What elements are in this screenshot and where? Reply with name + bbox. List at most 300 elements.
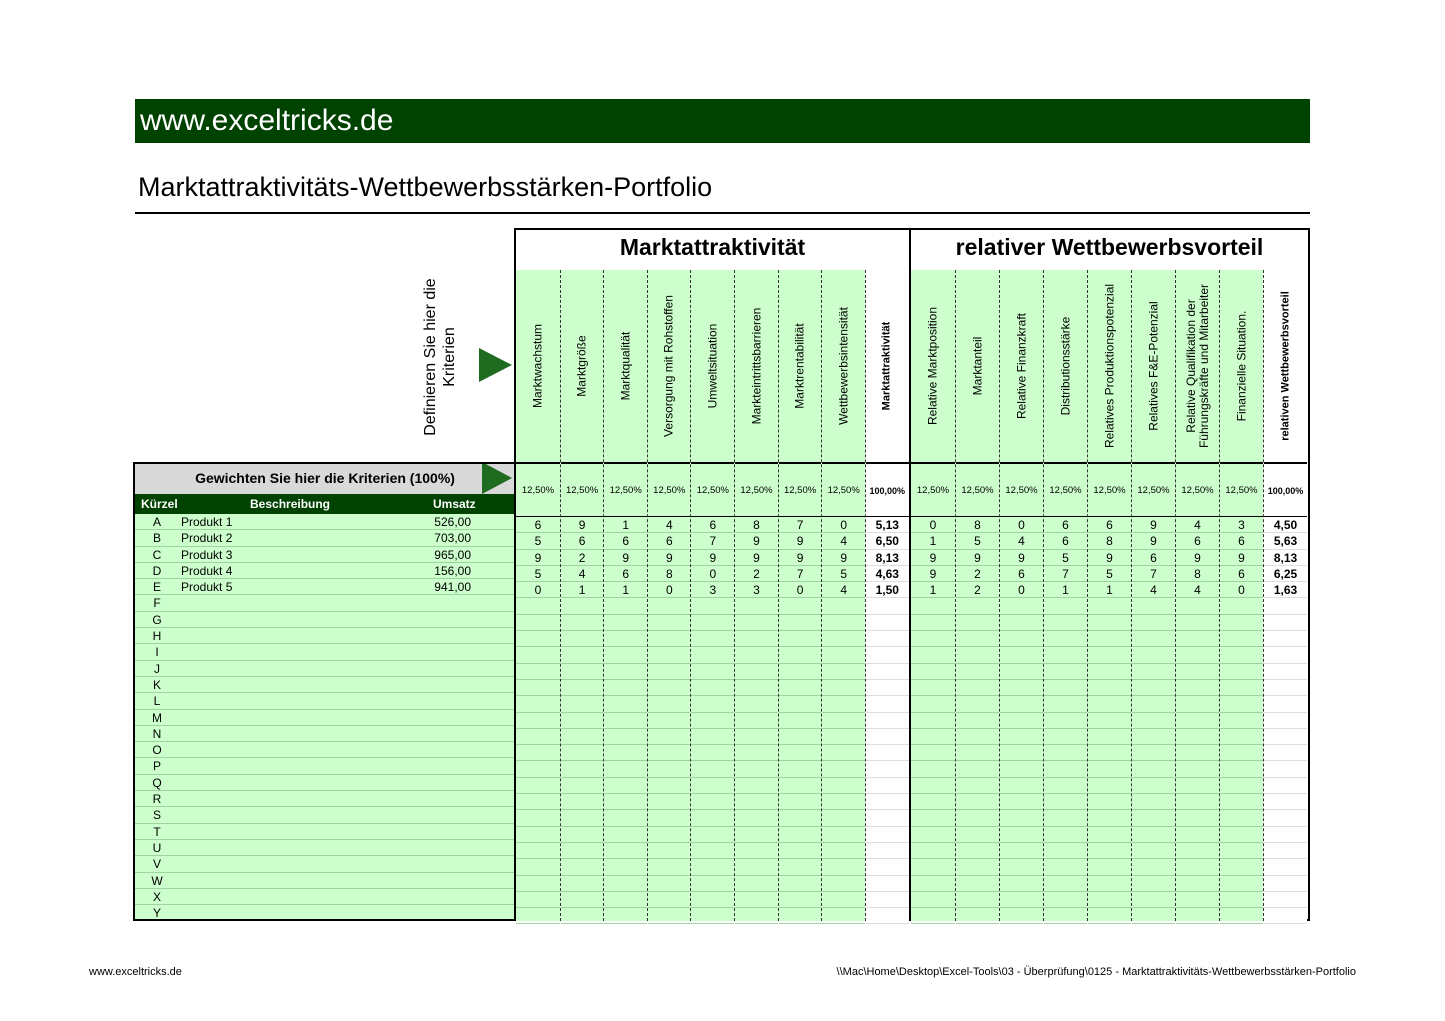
- product-code[interactable]: U: [152, 840, 162, 855]
- product-code[interactable]: J: [154, 661, 160, 676]
- score-cell[interactable]: [1264, 598, 1307, 614]
- score-cell[interactable]: [1044, 631, 1087, 647]
- criteria-weight[interactable]: 12,50%: [561, 462, 604, 516]
- score-cell[interactable]: [956, 598, 999, 614]
- score-cell[interactable]: 4: [1000, 533, 1043, 549]
- score-cell[interactable]: [1176, 892, 1219, 908]
- score-cell[interactable]: [1044, 794, 1087, 810]
- score-cell[interactable]: [779, 859, 822, 875]
- score-cell[interactable]: [822, 876, 865, 892]
- score-cell[interactable]: [866, 664, 909, 680]
- score-cell[interactable]: [648, 729, 691, 745]
- score-cell[interactable]: [866, 892, 909, 908]
- criteria-label[interactable]: Relative Marktposition: [925, 306, 940, 426]
- product-revenue[interactable]: 703,00: [434, 531, 471, 546]
- product-revenue[interactable]: 526,00: [434, 515, 471, 529]
- score-cell[interactable]: 1: [1044, 582, 1087, 598]
- score-cell[interactable]: [956, 778, 999, 794]
- score-cell[interactable]: [1176, 729, 1219, 745]
- score-cell[interactable]: [516, 843, 560, 859]
- score-cell[interactable]: 6: [604, 566, 647, 582]
- criteria-weight[interactable]: 12,50%: [691, 462, 734, 516]
- score-cell[interactable]: [1088, 680, 1131, 696]
- score-cell[interactable]: 4: [1132, 582, 1175, 598]
- criteria-label[interactable]: Versorgung mit Rohstoffen: [661, 295, 676, 437]
- criteria-weight[interactable]: 100,00%: [866, 462, 909, 516]
- product-code[interactable]: D: [152, 563, 162, 578]
- score-cell[interactable]: [691, 761, 734, 777]
- score-cell[interactable]: [1220, 598, 1263, 614]
- score-cell[interactable]: [1044, 810, 1087, 826]
- criteria-label[interactable]: Marktanteil: [970, 336, 984, 396]
- score-cell[interactable]: 5: [1044, 550, 1087, 566]
- score-cell[interactable]: [1000, 664, 1043, 680]
- score-cell[interactable]: [956, 761, 999, 777]
- score-cell[interactable]: [1132, 876, 1175, 892]
- score-cell[interactable]: [516, 713, 560, 729]
- score-cell[interactable]: [1220, 696, 1263, 712]
- score-cell[interactable]: [1176, 761, 1219, 777]
- criteria-label[interactable]: Finanzielle Situation.: [1234, 310, 1248, 422]
- product-row[interactable]: [135, 579, 515, 595]
- score-cell[interactable]: 9: [735, 533, 778, 549]
- score-cell[interactable]: [911, 615, 955, 631]
- score-cell[interactable]: [561, 598, 604, 614]
- score-cell[interactable]: 4,63: [866, 566, 909, 582]
- score-cell[interactable]: [648, 664, 691, 680]
- score-cell[interactable]: [822, 778, 865, 794]
- score-cell[interactable]: [1176, 876, 1219, 892]
- score-cell[interactable]: [911, 761, 955, 777]
- criteria-weight[interactable]: 12,50%: [1000, 462, 1043, 516]
- score-cell[interactable]: [1220, 631, 1263, 647]
- product-code[interactable]: P: [152, 759, 161, 774]
- score-cell[interactable]: [648, 696, 691, 712]
- score-cell[interactable]: [911, 631, 955, 647]
- score-cell[interactable]: [516, 827, 560, 843]
- score-cell[interactable]: [561, 729, 604, 745]
- score-cell[interactable]: 6: [604, 533, 647, 549]
- score-cell[interactable]: [735, 664, 778, 680]
- score-cell[interactable]: [1220, 745, 1263, 761]
- score-cell[interactable]: [1088, 729, 1131, 745]
- score-cell[interactable]: 0: [911, 517, 955, 533]
- score-cell[interactable]: [561, 778, 604, 794]
- score-cell[interactable]: [648, 745, 691, 761]
- score-cell[interactable]: [866, 729, 909, 745]
- score-cell[interactable]: [561, 794, 604, 810]
- score-cell[interactable]: 9: [956, 550, 999, 566]
- score-cell[interactable]: [1264, 615, 1307, 631]
- score-cell[interactable]: 6: [516, 517, 560, 533]
- score-cell[interactable]: [1000, 810, 1043, 826]
- score-cell[interactable]: [779, 876, 822, 892]
- score-cell[interactable]: 9: [1088, 550, 1131, 566]
- product-row[interactable]: [135, 628, 515, 644]
- score-cell[interactable]: 9: [691, 550, 734, 566]
- score-cell[interactable]: [1132, 892, 1175, 908]
- score-cell[interactable]: [779, 827, 822, 843]
- score-cell[interactable]: [735, 745, 778, 761]
- score-cell[interactable]: [604, 615, 647, 631]
- score-cell[interactable]: [866, 696, 909, 712]
- score-cell[interactable]: [604, 631, 647, 647]
- score-cell[interactable]: [1176, 827, 1219, 843]
- score-cell[interactable]: [648, 680, 691, 696]
- score-cell[interactable]: [516, 615, 560, 631]
- score-cell[interactable]: 7: [1044, 566, 1087, 582]
- score-cell[interactable]: [779, 729, 822, 745]
- score-cell[interactable]: 6: [1220, 533, 1263, 549]
- product-code[interactable]: R: [152, 792, 162, 807]
- score-cell[interactable]: [911, 843, 955, 859]
- product-code[interactable]: N: [152, 726, 162, 741]
- score-cell[interactable]: [648, 876, 691, 892]
- score-cell[interactable]: [1176, 745, 1219, 761]
- score-cell[interactable]: [1264, 647, 1307, 663]
- score-cell[interactable]: [866, 713, 909, 729]
- score-cell[interactable]: [866, 843, 909, 859]
- score-cell[interactable]: [1088, 810, 1131, 826]
- score-cell[interactable]: [822, 794, 865, 810]
- score-cell[interactable]: [1132, 827, 1175, 843]
- score-cell[interactable]: [735, 859, 778, 875]
- score-cell[interactable]: [1264, 859, 1307, 875]
- product-row[interactable]: [135, 791, 515, 807]
- score-cell[interactable]: 3: [1220, 517, 1263, 533]
- score-cell[interactable]: 1: [1088, 582, 1131, 598]
- score-cell[interactable]: [648, 843, 691, 859]
- score-cell[interactable]: [779, 713, 822, 729]
- score-cell[interactable]: [779, 745, 822, 761]
- score-cell[interactable]: [822, 761, 865, 777]
- score-cell[interactable]: [1220, 892, 1263, 908]
- score-cell[interactable]: 4: [561, 566, 604, 582]
- score-cell[interactable]: 8,13: [1264, 550, 1307, 566]
- score-cell[interactable]: [822, 631, 865, 647]
- score-cell[interactable]: 9: [516, 550, 560, 566]
- score-cell[interactable]: [956, 892, 999, 908]
- score-cell[interactable]: 5: [1088, 566, 1131, 582]
- score-cell[interactable]: 9: [779, 533, 822, 549]
- score-cell[interactable]: [911, 794, 955, 810]
- product-row[interactable]: [135, 758, 515, 774]
- score-cell[interactable]: [956, 729, 999, 745]
- score-cell[interactable]: [866, 598, 909, 614]
- criteria-label[interactable]: Marktattraktivität: [880, 321, 893, 411]
- criteria-weight[interactable]: 100,00%: [1264, 462, 1307, 516]
- product-revenue[interactable]: 156,00: [434, 563, 471, 578]
- score-cell[interactable]: [1132, 761, 1175, 777]
- score-cell[interactable]: [1088, 794, 1131, 810]
- product-row[interactable]: [135, 856, 515, 872]
- score-cell[interactable]: [1044, 745, 1087, 761]
- score-cell[interactable]: [1044, 680, 1087, 696]
- score-cell[interactable]: [648, 794, 691, 810]
- score-cell[interactable]: 2: [561, 550, 604, 566]
- product-row[interactable]: [135, 710, 515, 726]
- product-row[interactable]: [135, 644, 515, 660]
- criteria-label[interactable]: Relative Qualifikation der Führungskräfte und Mitarbeiter: [1183, 283, 1211, 449]
- score-cell[interactable]: [1000, 876, 1043, 892]
- score-cell[interactable]: [911, 713, 955, 729]
- product-row[interactable]: [135, 514, 515, 530]
- score-cell[interactable]: [822, 810, 865, 826]
- score-cell[interactable]: [648, 631, 691, 647]
- score-cell[interactable]: 6: [561, 533, 604, 549]
- score-cell[interactable]: 4: [1176, 582, 1219, 598]
- product-code[interactable]: O: [152, 743, 162, 758]
- score-cell[interactable]: [1000, 647, 1043, 663]
- score-cell[interactable]: [1000, 729, 1043, 745]
- score-cell[interactable]: [1176, 696, 1219, 712]
- score-cell[interactable]: [648, 859, 691, 875]
- score-cell[interactable]: [779, 892, 822, 908]
- product-row[interactable]: [135, 742, 515, 758]
- score-cell[interactable]: [604, 908, 647, 924]
- product-code[interactable]: S: [152, 808, 161, 823]
- score-cell[interactable]: [1132, 598, 1175, 614]
- score-cell[interactable]: 6: [1220, 566, 1263, 582]
- score-cell[interactable]: [516, 892, 560, 908]
- score-cell[interactable]: 2: [956, 566, 999, 582]
- score-cell[interactable]: [1044, 908, 1087, 924]
- score-cell[interactable]: [516, 908, 560, 924]
- product-code[interactable]: V: [152, 857, 161, 872]
- product-code[interactable]: W: [151, 873, 163, 888]
- score-cell[interactable]: [691, 745, 734, 761]
- score-cell[interactable]: [779, 908, 822, 924]
- product-row[interactable]: [135, 824, 515, 840]
- score-cell[interactable]: [735, 778, 778, 794]
- score-cell[interactable]: [956, 631, 999, 647]
- score-cell[interactable]: [1264, 908, 1307, 924]
- score-cell[interactable]: [735, 810, 778, 826]
- score-cell[interactable]: [1088, 598, 1131, 614]
- score-cell[interactable]: [911, 859, 955, 875]
- score-cell[interactable]: [1264, 827, 1307, 843]
- score-cell[interactable]: [561, 827, 604, 843]
- score-cell[interactable]: [1088, 713, 1131, 729]
- score-cell[interactable]: [911, 908, 955, 924]
- score-cell[interactable]: [866, 810, 909, 826]
- score-cell[interactable]: 3: [691, 582, 734, 598]
- score-cell[interactable]: [691, 598, 734, 614]
- product-row[interactable]: [135, 807, 515, 823]
- score-cell[interactable]: [956, 794, 999, 810]
- score-cell[interactable]: [735, 696, 778, 712]
- score-cell[interactable]: [561, 680, 604, 696]
- score-cell[interactable]: [1220, 794, 1263, 810]
- score-cell[interactable]: [1000, 892, 1043, 908]
- score-cell[interactable]: [648, 647, 691, 663]
- score-cell[interactable]: [1220, 778, 1263, 794]
- product-row[interactable]: [135, 873, 515, 889]
- score-cell[interactable]: [1220, 615, 1263, 631]
- score-cell[interactable]: [1220, 859, 1263, 875]
- score-cell[interactable]: 0: [1000, 517, 1043, 533]
- score-cell[interactable]: [1132, 908, 1175, 924]
- score-cell[interactable]: [866, 908, 909, 924]
- score-cell[interactable]: [1044, 598, 1087, 614]
- score-cell[interactable]: 0: [516, 582, 560, 598]
- score-cell[interactable]: [604, 647, 647, 663]
- score-cell[interactable]: [604, 680, 647, 696]
- score-cell[interactable]: [1264, 696, 1307, 712]
- score-cell[interactable]: [561, 810, 604, 826]
- score-cell[interactable]: [822, 892, 865, 908]
- score-cell[interactable]: [691, 680, 734, 696]
- product-code[interactable]: X: [152, 889, 161, 904]
- score-cell[interactable]: [1132, 696, 1175, 712]
- score-cell[interactable]: [1176, 664, 1219, 680]
- criteria-label[interactable]: Marktrentabilität: [792, 323, 807, 409]
- score-cell[interactable]: 6: [691, 517, 734, 533]
- score-cell[interactable]: [735, 908, 778, 924]
- score-cell[interactable]: [866, 647, 909, 663]
- score-cell[interactable]: [911, 729, 955, 745]
- criteria-label[interactable]: Wettbewerbsintensität: [836, 307, 851, 425]
- score-cell[interactable]: 9: [1132, 533, 1175, 549]
- product-code[interactable]: A: [152, 515, 161, 529]
- score-cell[interactable]: 5: [956, 533, 999, 549]
- score-cell[interactable]: [604, 761, 647, 777]
- score-cell[interactable]: 6: [1176, 533, 1219, 549]
- score-cell[interactable]: [735, 713, 778, 729]
- score-cell[interactable]: [735, 631, 778, 647]
- score-cell[interactable]: [1132, 794, 1175, 810]
- score-cell[interactable]: [691, 827, 734, 843]
- score-cell[interactable]: [1264, 778, 1307, 794]
- score-cell[interactable]: 0: [1220, 582, 1263, 598]
- score-cell[interactable]: [1264, 794, 1307, 810]
- score-cell[interactable]: [822, 859, 865, 875]
- score-cell[interactable]: [1088, 745, 1131, 761]
- score-cell[interactable]: [561, 631, 604, 647]
- score-cell[interactable]: [1176, 794, 1219, 810]
- product-code[interactable]: G: [152, 612, 162, 627]
- score-cell[interactable]: [1044, 664, 1087, 680]
- product-row[interactable]: [135, 595, 515, 611]
- score-cell[interactable]: [1264, 761, 1307, 777]
- score-cell[interactable]: [561, 615, 604, 631]
- score-cell[interactable]: [1088, 908, 1131, 924]
- score-cell[interactable]: [1044, 647, 1087, 663]
- score-cell[interactable]: [866, 761, 909, 777]
- criteria-label[interactable]: Relatives Produktionspotenzial: [1102, 283, 1116, 449]
- score-cell[interactable]: 9: [561, 517, 604, 533]
- score-cell[interactable]: [735, 876, 778, 892]
- score-cell[interactable]: [735, 647, 778, 663]
- score-cell[interactable]: [1088, 892, 1131, 908]
- criteria-label[interactable]: Umweltsituation: [705, 323, 720, 409]
- score-cell[interactable]: [1044, 729, 1087, 745]
- product-row[interactable]: [135, 726, 515, 742]
- criteria-label[interactable]: Relative Finanzkraft: [1014, 312, 1028, 420]
- score-cell[interactable]: [1264, 745, 1307, 761]
- score-cell[interactable]: [1132, 664, 1175, 680]
- score-cell[interactable]: [822, 827, 865, 843]
- score-cell[interactable]: [956, 696, 999, 712]
- score-cell[interactable]: [735, 761, 778, 777]
- score-cell[interactable]: [604, 827, 647, 843]
- score-cell[interactable]: [1000, 843, 1043, 859]
- score-cell[interactable]: [1264, 729, 1307, 745]
- criteria-weight[interactable]: 12,50%: [735, 462, 778, 516]
- score-cell[interactable]: [911, 696, 955, 712]
- score-cell[interactable]: [1088, 631, 1131, 647]
- score-cell[interactable]: 8: [648, 566, 691, 582]
- score-cell[interactable]: [1132, 615, 1175, 631]
- product-code[interactable]: F: [153, 596, 161, 611]
- score-cell[interactable]: [1264, 876, 1307, 892]
- score-cell[interactable]: [956, 680, 999, 696]
- score-cell[interactable]: [866, 778, 909, 794]
- score-cell[interactable]: [779, 794, 822, 810]
- score-cell[interactable]: [1000, 908, 1043, 924]
- score-cell[interactable]: [561, 664, 604, 680]
- score-cell[interactable]: 8: [1176, 566, 1219, 582]
- score-cell[interactable]: [1132, 745, 1175, 761]
- score-cell[interactable]: [822, 713, 865, 729]
- score-cell[interactable]: [516, 598, 560, 614]
- score-cell[interactable]: [691, 892, 734, 908]
- score-cell[interactable]: [779, 696, 822, 712]
- score-cell[interactable]: [1220, 729, 1263, 745]
- score-cell[interactable]: [779, 615, 822, 631]
- score-cell[interactable]: [1176, 713, 1219, 729]
- score-cell[interactable]: 9: [1132, 517, 1175, 533]
- score-cell[interactable]: [866, 794, 909, 810]
- score-cell[interactable]: [1088, 615, 1131, 631]
- score-cell[interactable]: [1044, 696, 1087, 712]
- product-code[interactable]: B: [152, 531, 161, 546]
- score-cell[interactable]: [779, 761, 822, 777]
- score-cell[interactable]: [1176, 615, 1219, 631]
- score-cell[interactable]: [956, 908, 999, 924]
- score-cell[interactable]: [604, 713, 647, 729]
- score-cell[interactable]: [1132, 810, 1175, 826]
- score-cell[interactable]: [1044, 892, 1087, 908]
- score-cell[interactable]: [1220, 680, 1263, 696]
- score-cell[interactable]: 6: [1132, 550, 1175, 566]
- product-description[interactable]: Produkt 1: [181, 515, 233, 529]
- score-cell[interactable]: [911, 810, 955, 826]
- score-cell[interactable]: [648, 810, 691, 826]
- product-description[interactable]: Produkt 4: [181, 563, 233, 578]
- score-cell[interactable]: [779, 810, 822, 826]
- score-cell[interactable]: [956, 859, 999, 875]
- score-cell[interactable]: [911, 598, 955, 614]
- score-cell[interactable]: [1132, 843, 1175, 859]
- score-cell[interactable]: [735, 680, 778, 696]
- score-cell[interactable]: [1132, 631, 1175, 647]
- score-cell[interactable]: 8: [735, 517, 778, 533]
- score-cell[interactable]: [1088, 696, 1131, 712]
- score-cell[interactable]: [822, 680, 865, 696]
- score-cell[interactable]: [779, 647, 822, 663]
- score-cell[interactable]: [1176, 631, 1219, 647]
- score-cell[interactable]: [911, 680, 955, 696]
- score-cell[interactable]: [648, 713, 691, 729]
- score-cell[interactable]: [1044, 713, 1087, 729]
- score-cell[interactable]: 5,13: [866, 517, 909, 533]
- score-cell[interactable]: [516, 794, 560, 810]
- score-cell[interactable]: 2: [956, 582, 999, 598]
- product-row[interactable]: [135, 840, 515, 856]
- score-cell[interactable]: [1176, 908, 1219, 924]
- score-cell[interactable]: 0: [691, 566, 734, 582]
